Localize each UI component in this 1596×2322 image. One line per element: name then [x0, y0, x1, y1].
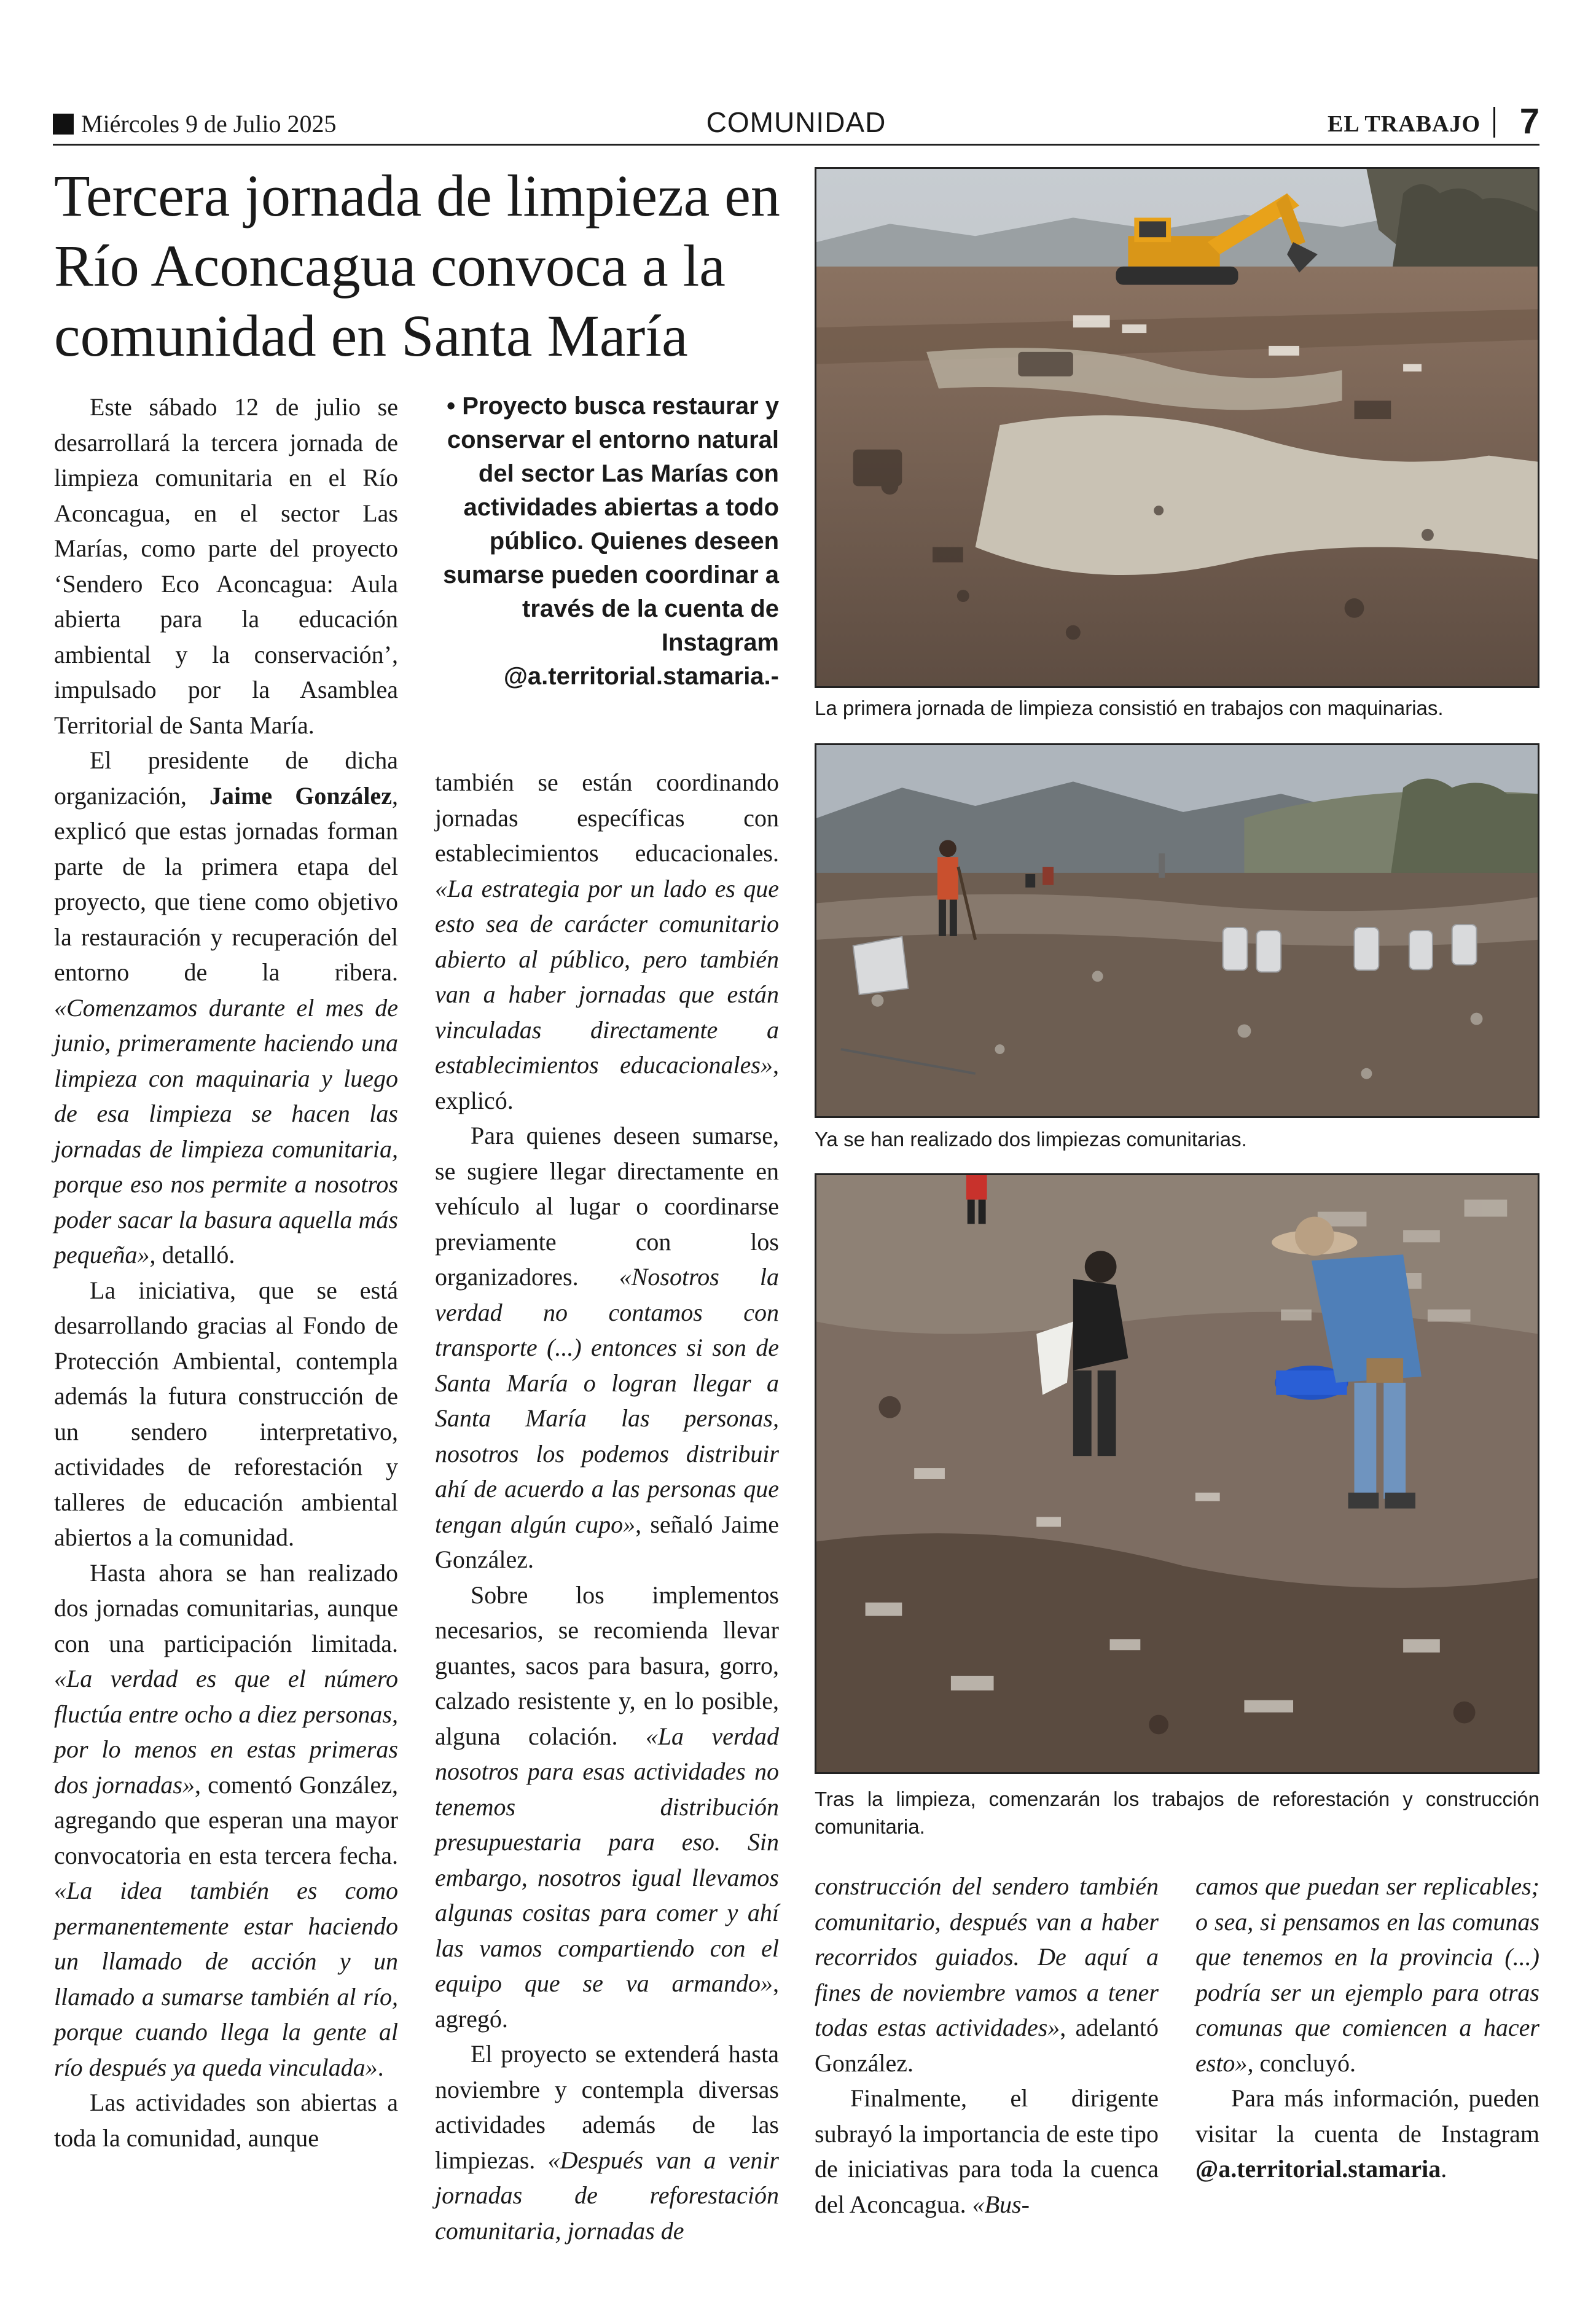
quote: «Bus-	[972, 2190, 1030, 2218]
issue-date-text: Miércoles 9 de Julio 2025	[81, 110, 337, 138]
newspaper-name: EL TRABAJO	[1328, 111, 1481, 137]
paragraph: construcción del sendero también comunitario, después van a haber recorridos guiados. De aquí a fines de noviembre vamos a tener todas estas actividades», adelantó González.	[815, 1872, 1159, 2077]
article-headline	[54, 161, 797, 371]
quote: «La verdad es que el número fluctúa entre ocho a diez personas, por lo menos en estas primeras dos jornadas»	[54, 1665, 398, 1799]
header-rule	[53, 144, 1539, 146]
photo-caption: Ya se han realizado dos limpiezas comunitarias.	[815, 1128, 1247, 1151]
photo-women-cleaning	[815, 1173, 1539, 1774]
paragraph: camos que puedan ser replicables; o sea, si pensamos en las comunas que tenemos en la provincia (...) podría ser un ejemplo para otras comunas que comiencen a hacer esto», concluyó.	[1195, 1872, 1539, 2077]
paragraph: Sobre los implementos necesarios, se recomienda llevar guantes, sacos para basura, gorro, calzado resistente y, en lo posible, alguna colación. «La verdad nosotros para esas actividades no tenemos distribución presupuestaria para eso. Sin embargo, nosotros igual llevamos algunas cositas para comer y ahí las vamos compartiendo con el equipo que se va armando», agregó.	[435, 1581, 779, 2033]
headline-line-1: Tercera jornada de limpieza en	[54, 163, 780, 229]
paragraph: también se están coordinando jornadas específicas con establecimientos educacionales. «La estrategia por un lado es que esto sea de carácter comunitario abierto al público, pero también van a haber jornadas que están vinculadas directamente a establecimientos educacionales», explicó.	[435, 768, 779, 1114]
section-title: COMUNIDAD	[706, 106, 886, 138]
person-name: Jaime González	[209, 781, 393, 810]
quote: «Después van a venir jornadas de reforestación comunitaria, jornadas de	[435, 2146, 779, 2245]
paragraph: Para quienes deseen sumarse, se sugiere llegar directamente en vehículo al lugar o coordinarse previamente con los organizadores. «Nosotros la verdad no contamos con transporte (...) entonces si son de Santa María o logran llegar a Santa María las personas, nosotros los podemos distribuir ahí de acuerdo a las personas que tengan algún cupo», señaló Jaime González.	[435, 1122, 779, 1573]
instagram-handle: @a.territorial.stamaria	[1195, 2155, 1441, 2183]
photo-caption: Tras la limpieza, comenzarán los trabajos de reforestación y construcción comunitaria.	[815, 1788, 1539, 1838]
article-column-4	[1195, 1869, 1539, 2187]
photo-women-image	[816, 1175, 1538, 1772]
quote: camos que puedan ser replicables; o sea, si pensamos en las comunas que tenemos en la provincia (...) podría ser un ejemplo para otras comunas que comiencen a hacer esto»	[1195, 1872, 1539, 2077]
photo-excavator-image	[816, 169, 1538, 686]
paragraph: El presidente de dicha organización, Jaime González, explicó que estas jornadas forman parte de la primera etapa del proyecto, que tiene como objetivo la restauración y recuperación del entorno de la ribera. «Comenzamos durante el mes de junio, primeramente haciendo una limpieza con maquinaria y luego de esa limpieza se hacen las jornadas de limpieza comunitaria, porque eso nos permite a nosotros poder sacar la basura aquella más pequeña», detalló.	[54, 746, 399, 1268]
quote: «La verdad nosotros para esas actividades no tenemos distribución presupuestaria para eso. Sin embargo, nosotros igual llevamos algunas cositas para comer y ahí las vamos compartiendo con el equipo que se va armando»	[435, 1722, 779, 1997]
article-column-3	[815, 1869, 1159, 2222]
article-column-1	[54, 389, 398, 2156]
headline-line-2: Río Aconcagua convoca a la	[54, 233, 726, 299]
paragraph: La iniciativa, que se está desarrollando gracias al Fondo de Protección Ambiental, contempla además la futura construcción de un sendero interpretativo, actividades de reforestación y talleres de educación ambiental abiertos a la comunidad.	[54, 1276, 398, 1551]
paragraph: Las actividades son abiertas a toda la comunidad, aunque	[54, 2089, 398, 2152]
paragraph: Para más información, pueden visitar la cuenta de Instagram @a.territorial.stamaria.	[1195, 2084, 1539, 2183]
headline-line-3: comunidad en Santa María	[54, 303, 688, 369]
quote: «Nosotros la verdad no contamos con transporte (...) entonces si son de Santa María o logran llegar a Santa María las personas, nosotros los podemos distribuir ahí de acuerdo a las personas que tengan algún cupo»	[435, 1263, 779, 1538]
quote: «La idea también es como permanentemente estar haciendo un llamado de acción y un llamado a sumarse también al río, porque cuando llega la gente al río después ya queda vinculada»	[54, 1877, 398, 2081]
header-divider	[1493, 107, 1495, 138]
pull-quote: • Proyecto busca restaurar y conservar el entorno natural del sector Las Marías con actividades abiertas a todo público. Quienes deseen sumarse pueden coordinar a través de la cuenta de Instagram @a.territorial.stamaria.-	[443, 393, 779, 690]
photo-volunteers-bags	[815, 743, 1539, 1118]
photo-volunteers-image	[816, 745, 1538, 1116]
paragraph: Finalmente, el dirigente subrayó la importancia de este tipo de iniciativas para toda la cuenca del Aconcagua. «Bus-	[815, 2084, 1159, 2218]
quote: «La estrategia por un lado es que esto sea de carácter comunitario abierto al público, pero también van a haber jornadas que están vinculadas directamente a establecimientos educacionales»	[435, 874, 779, 1079]
quote: «Comenzamos durante el mes de junio, primeramente haciendo una limpieza con maquinaria y luego de esa limpieza se hacen las jornadas de limpieza comunitaria, porque eso nos permite a nosotros poder sacar la basura aquella más pequeña»	[54, 993, 398, 1268]
page-header	[53, 101, 1539, 144]
paragraph: Hasta ahora se han realizado dos jornadas comunitarias, aunque con una participación limitada. «La verdad es que el número fluctúa entre ocho a diez personas, por lo menos en estas primeras dos jornadas», comentó González, agregando que esperan una mayor convocatoria en esta tercera fecha. «La idea también es como permanentemente estar haciendo un llamado de acción y un llamado a sumarse también al río, porque cuando llega la gente al río después ya queda vinculada».	[54, 1558, 399, 2081]
quote: construcción del sendero también comunitario, después van a haber recorridos guiados. De aquí a fines de noviembre vamos a tener todas estas actividades»	[815, 1872, 1159, 2041]
article-column-2	[435, 765, 779, 2248]
paragraph: El proyecto se extenderá hasta noviembre y contempla diversas actividades además de las limpiezas. «Después van a venir jornadas de reforestación comunitaria, jornadas de	[435, 2040, 779, 2245]
photo-caption: La primera jornada de limpieza consistió en trabajos con maquinarias.	[815, 697, 1444, 719]
page-number: 7	[1519, 101, 1539, 141]
paragraph: Este sábado 12 de julio se desarrollará la tercera jornada de limpieza comunitaria en el Río Aconcagua, en el sector Las Marías, como parte del proyecto ‘Sendero Eco Aconcagua: Aula abierta para la educación ambiental y la conservación’, impulsado por la Asamblea Territorial de Santa María.	[54, 393, 398, 739]
photo-excavator-riverbed	[815, 167, 1539, 688]
